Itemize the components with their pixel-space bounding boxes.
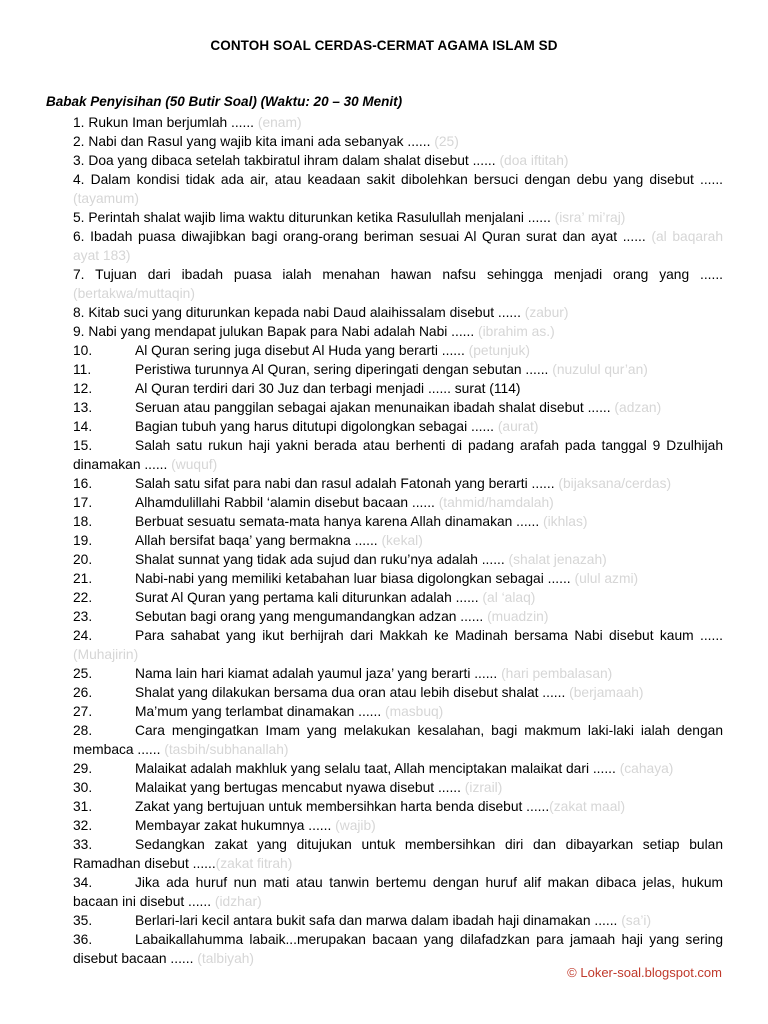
answer-text: (nuzulul qur’an): [552, 362, 648, 377]
question-item: [73, 816, 723, 835]
question-item: [73, 132, 723, 151]
answer-text: (berjamaah): [569, 685, 644, 700]
question-text: Dalam kondisi tidak ada air, atau keadaan sakit dibolehkan bersuci dengan debu yang disebut ......: [90, 172, 723, 187]
question-number: 20.: [73, 552, 93, 567]
question-text-block: [88, 153, 568, 168]
question-text: Surat Al Quran yang pertama kali diturunkan adalah ......: [135, 590, 483, 605]
answer-text: (masbuq): [384, 704, 444, 719]
question-item: [73, 379, 723, 398]
answer-text: (aurat): [497, 419, 539, 434]
question-text: Allah bersifat baqa’ yang bermakna ......: [135, 533, 382, 548]
question-item: [73, 569, 723, 588]
answer-text: (zakat maal): [549, 799, 626, 814]
question-text-block: [73, 911, 723, 930]
question-item: [73, 227, 723, 265]
question-number: 23.: [73, 609, 93, 624]
question-text-block: [73, 512, 723, 531]
question-number: 30.: [73, 780, 93, 795]
question-text-block: [88, 305, 568, 320]
question-number: 32.: [73, 818, 93, 833]
question-text-block: [73, 172, 723, 206]
question-text: Salah satu sifat para nabi dan rasul adalah Fatonah yang berarti ......: [135, 476, 559, 491]
question-text: Berlari-lari kecil antara bukit safa dan marwa dalam ibadah haji dinamakan ......: [135, 913, 622, 928]
question-text: Malaikat adalah makhluk yang selalu taat, Allah menciptakan malaikat dari ......: [135, 761, 620, 776]
question-text: Cara mengingatkan Imam yang melakukan kesalahan, bagi makmum laki-laki ialah dengan membaca ......: [73, 723, 723, 757]
question-text-block: [73, 835, 723, 873]
question-text-block: [73, 436, 723, 474]
question-number: 16.: [73, 476, 93, 491]
answer-text: (muadzin): [487, 609, 549, 624]
question-number: 5.: [73, 210, 85, 225]
question-text: Malaikat yang bertugas mencabut nyawa disebut ......: [135, 780, 465, 795]
question-item: [73, 531, 723, 550]
question-item: [73, 759, 723, 778]
question-item: [73, 417, 723, 436]
question-item: [73, 113, 723, 132]
question-text-block: [73, 493, 723, 512]
question-text-block: [73, 930, 723, 968]
question-text-block: [73, 341, 723, 360]
question-text-block: [73, 759, 723, 778]
question-text: Ma’mum yang terlambat dinamakan ......: [135, 704, 385, 719]
question-number: 26.: [73, 685, 93, 700]
question-text-block: [88, 210, 625, 225]
question-text: Zakat yang bertujuan untuk membersihkan harta benda disebut ......: [135, 799, 550, 814]
answer-text: (bijaksana/cerdas): [558, 476, 672, 491]
question-text-block: [73, 873, 723, 911]
question-text-block: [73, 550, 723, 569]
question-text-block: [73, 588, 723, 607]
question-number: 11.: [73, 362, 92, 377]
answer-text: (al baqarah ayat 183): [73, 229, 723, 263]
question-text: Sedangkan zakat yang ditujukan untuk membersihkan diri dan dibayarkan setiap bulan Ramadhan disebut ......: [73, 837, 723, 871]
question-number: 1.: [73, 115, 85, 130]
page-title: CONTOH SOAL CERDAS-CERMAT AGAMA ISLAM SD: [210, 38, 558, 53]
question-number: 4.: [73, 172, 85, 187]
question-text-block: [73, 398, 723, 417]
question-text-block: [73, 778, 723, 797]
question-text: Kitab suci yang diturunkan kepada nabi Daud alaihissalam disebut ......: [88, 305, 525, 320]
question-text-block: [73, 607, 723, 626]
answer-text: (sa’i): [621, 913, 652, 928]
question-number: 18.: [73, 514, 93, 529]
question-text: Nabi dan Rasul yang wajib kita imani ada sebanyak ......: [88, 134, 435, 149]
question-item: [73, 930, 723, 968]
question-text: Rukun Iman berjumlah ......: [88, 115, 258, 130]
answer-text: (adzan): [614, 400, 662, 415]
question-number: 34.: [73, 875, 93, 890]
question-text-block: [73, 360, 723, 379]
question-number: 36.: [73, 932, 93, 947]
answer-text: (Muhajirin): [73, 647, 139, 662]
question-item: [73, 265, 723, 303]
question-item: [73, 170, 723, 208]
question-text: Salah satu rukun haji yakni berada atau berhenti di padang arafah pada tanggal 9 Dzulhijah dinamakan ......: [73, 438, 723, 472]
answer-text: (ibrahim as.): [478, 324, 555, 339]
question-item: [73, 493, 723, 512]
question-text-block: [73, 664, 723, 683]
answer-text: (cahaya): [619, 761, 674, 776]
question-number: 21.: [73, 571, 93, 586]
question-number: 35.: [73, 913, 93, 928]
question-list: [0, 113, 768, 968]
question-number: 31.: [73, 799, 93, 814]
question-item: [73, 512, 723, 531]
question-number: 14.: [73, 419, 93, 434]
question-text: Seruan atau panggilan sebagai ajakan menunaikan ibadah shalat disebut ......: [135, 400, 615, 415]
question-item: [73, 474, 723, 493]
question-number: 3.: [73, 153, 85, 168]
question-item: [73, 588, 723, 607]
question-number: 17.: [73, 495, 93, 510]
question-number: 9.: [73, 324, 85, 339]
question-text-block: [73, 229, 723, 263]
question-text: Bagian tubuh yang harus ditutupi digolongkan sebagai ......: [135, 419, 498, 434]
answer-text: (doa iftitah): [499, 153, 569, 168]
question-number: 15.: [73, 438, 93, 453]
question-text-block: [73, 721, 723, 759]
question-text: Shalat sunnat yang tidak ada sujud dan ruku’nya adalah ......: [135, 552, 509, 567]
question-item: [73, 398, 723, 417]
answer-text: (hari pembalasan): [501, 666, 613, 681]
question-text: Labaikallahumma labaik...merupakan bacaan yang dilafadzkan para jamaah haji yang sering disebut bacaan ......: [73, 932, 723, 966]
question-number: 6.: [73, 229, 85, 244]
answer-text: (wuquf): [171, 457, 218, 472]
question-number: 22.: [73, 590, 93, 605]
question-text-block: [73, 626, 723, 664]
question-text-block: [73, 267, 723, 301]
question-item: [73, 208, 723, 227]
question-number: 27.: [73, 704, 93, 719]
question-item: [73, 436, 723, 474]
question-text: Al Quran sering juga disebut Al Huda yang berarti ......: [135, 343, 469, 358]
answer-text: (enam): [257, 115, 302, 130]
question-item: [73, 322, 723, 341]
question-item: [73, 664, 723, 683]
question-text: Berbuat sesuatu semata-mata hanya karena Allah dinamakan ......: [135, 514, 544, 529]
question-number: 2.: [73, 134, 85, 149]
question-text: Alhamdulillahi Rabbil ‘alamin disebut bacaan ......: [135, 495, 439, 510]
question-text-block: [73, 531, 723, 550]
question-item: [73, 911, 723, 930]
question-item: [73, 778, 723, 797]
question-text: Para sahabat yang ikut berhijrah dari Makkah ke Madinah bersama Nabi disebut kaum ......: [135, 628, 723, 643]
question-text: Nabi-nabi yang memiliki ketabahan luar biasa digolongkan sebagai ......: [135, 571, 575, 586]
question-text: Jika ada huruf nun mati atau tanwin bertemu dengan huruf alif makan dibaca jelas, hukum bacaan ini disebut ......: [73, 875, 723, 909]
answer-text: (ulul azmi): [574, 571, 639, 586]
section-heading: Babak Penyisihan (50 Butir Soal) (Waktu: 20 – 30 Menit): [46, 94, 403, 109]
answer-text: (kekal): [381, 533, 423, 548]
question-text: Tujuan dari ibadah puasa ialah menahan hawan nafsu sehingga menjadi orang yang ......: [95, 267, 723, 282]
question-item: [73, 360, 723, 379]
question-number: 24.: [73, 628, 93, 643]
question-text-block: [73, 474, 723, 493]
question-number: 12.: [73, 381, 93, 396]
question-item: [73, 151, 723, 170]
answer-text: (bertakwa/muttaqin): [73, 286, 195, 301]
answer-text: (petunjuk): [468, 343, 530, 358]
question-number: 8.: [73, 305, 85, 320]
question-text: Al Quran terdiri dari 30 Juz dan terbagi menjadi ...... surat (114): [135, 381, 521, 396]
question-number: 25.: [73, 666, 93, 681]
answer-text: (ikhlas): [543, 514, 588, 529]
answer-text: (al ‘alaq): [482, 590, 536, 605]
answer-text: (izrail): [464, 780, 503, 795]
question-text-block: [88, 134, 458, 149]
question-item: [73, 721, 723, 759]
question-text-block: [73, 417, 723, 436]
question-number: 29.: [73, 761, 93, 776]
question-text: Peristiwa turunnya Al Quran, sering diperingati dengan sebutan ......: [135, 362, 553, 377]
question-text: Nabi yang mendapat julukan Bapak para Nabi adalah Nabi ......: [88, 324, 478, 339]
question-text: Doa yang dibaca setelah takbiratul ihram dalam shalat disebut ......: [88, 153, 500, 168]
question-item: [73, 550, 723, 569]
question-text-block: [73, 797, 723, 816]
question-number: 10.: [73, 343, 93, 358]
answer-text: (isra’ mi’raj): [554, 210, 626, 225]
question-number: 33.: [73, 837, 93, 852]
question-text: Sebutan bagi orang yang mengumandangkan adzan ......: [135, 609, 488, 624]
question-item: [73, 626, 723, 664]
answer-text: (zabur): [524, 305, 569, 320]
question-text: Nama lain hari kiamat adalah yaumul jaza’ yang berarti ......: [135, 666, 502, 681]
question-text: Shalat yang dilakukan bersama dua oran atau lebih disebut shalat ......: [135, 685, 570, 700]
answer-text: (25): [434, 134, 459, 149]
question-text-block: [88, 324, 554, 339]
question-text-block: [73, 683, 723, 702]
question-number: 28.: [73, 723, 93, 738]
question-item: [73, 683, 723, 702]
question-number: 19.: [73, 533, 93, 548]
question-item: [73, 607, 723, 626]
answer-text: (zakat fitrah): [215, 856, 293, 871]
question-item: [73, 303, 723, 322]
question-text: Membayar zakat hukumnya ......: [135, 818, 336, 833]
question-item: [73, 835, 723, 873]
question-text-block: [73, 569, 723, 588]
question-text: Ibadah puasa diwajibkan bagi orang-orang beriman sesuai Al Quran surat dan ayat ......: [90, 229, 652, 244]
question-number: 7.: [73, 267, 85, 282]
answer-text: (idzhar): [214, 894, 262, 909]
question-text: Perintah shalat wajib lima waktu diturunkan ketika Rasulullah menjalani ......: [88, 210, 555, 225]
answer-text: (talbiyah): [197, 951, 255, 966]
question-number: 13.: [73, 400, 93, 415]
question-text-block: [73, 816, 723, 835]
answer-text: (wajib): [335, 818, 376, 833]
answer-text: (tayamum): [73, 191, 139, 206]
question-text-block: [73, 702, 723, 721]
footer-credit: © Loker-soal.blogspot.com: [567, 965, 722, 980]
question-item: [73, 797, 723, 816]
answer-text: (tahmid/hamdalah): [438, 495, 554, 510]
answer-text: (tasbih/subhanallah): [164, 742, 289, 757]
question-text-block: [73, 379, 723, 398]
answer-text: (shalat jenazah): [508, 552, 607, 567]
question-item: [73, 702, 723, 721]
question-item: [73, 873, 723, 911]
question-item: [73, 341, 723, 360]
question-text-block: [88, 115, 301, 130]
